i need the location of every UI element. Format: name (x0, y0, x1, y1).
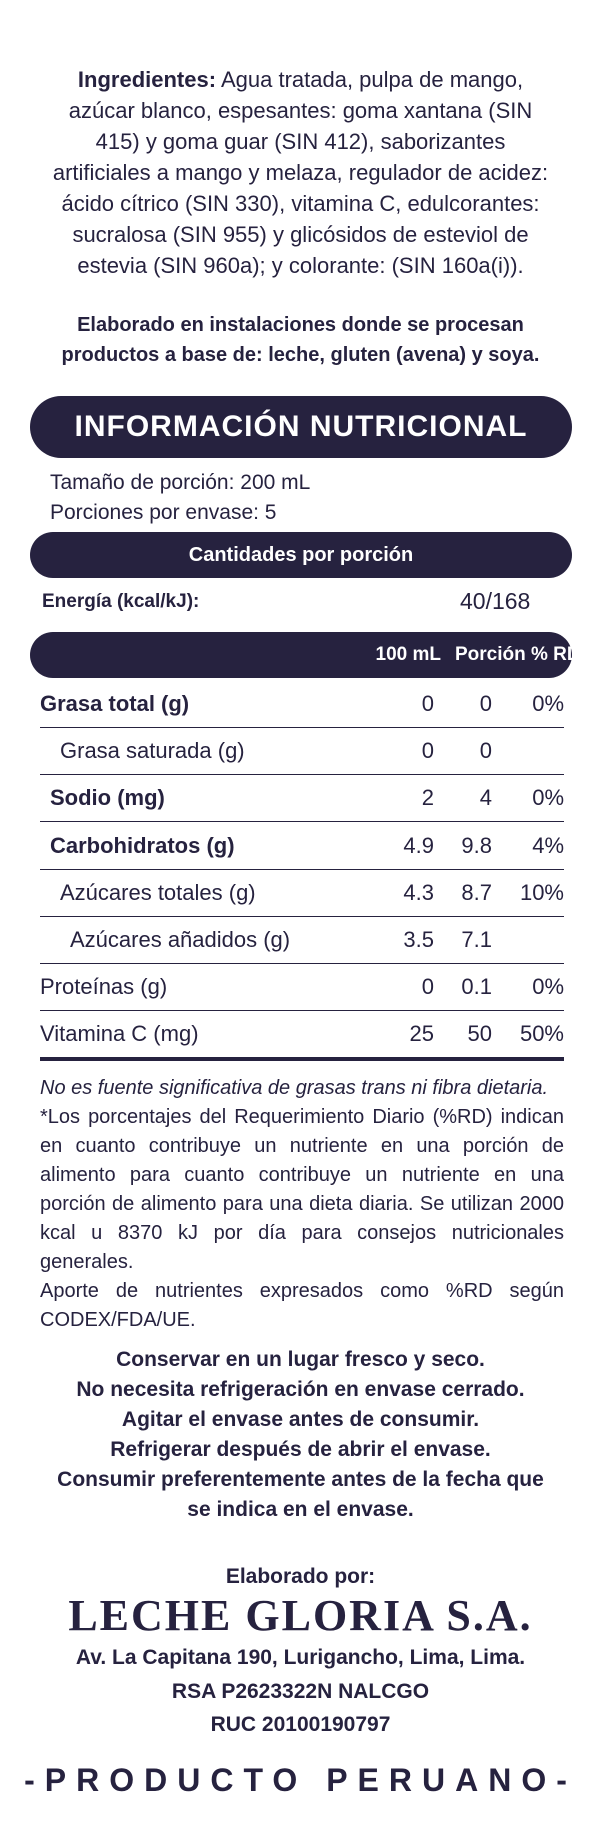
table-row (40, 775, 564, 821)
table-bottom-rule (40, 1057, 564, 1061)
row-value-portion: 7.1 (461, 927, 492, 952)
amounts-header-banner (30, 532, 572, 578)
row-label: Grasa total (g) (40, 691, 190, 716)
storage-line: Conservar en un lugar fresco y seco. (116, 1348, 485, 1371)
table-row (40, 870, 564, 916)
nutrition-title: INFORMACIÓN NUTRICIONAL (74, 410, 528, 443)
row-value-rd: 0% (532, 785, 564, 810)
product-origin: -PRODUCTO PERUANO- (24, 1762, 577, 1798)
row-divider (40, 821, 564, 822)
row-value-rd: 0% (532, 691, 564, 716)
row-value-portion: 50 (467, 1021, 492, 1046)
row-value-100ml: 0 (421, 738, 434, 763)
row-label: Vitamina C (mg) (40, 1021, 199, 1046)
storage-instructions (30, 1345, 571, 1525)
table-row (40, 681, 564, 727)
allergen-line-2: productos a base de: leche, gluten (avena) y soya. (61, 344, 540, 366)
row-label: Proteínas (g) (40, 974, 168, 999)
storage-line: No necesita refrigeración en envase cerrado. (76, 1378, 525, 1401)
row-value-rd: 10% (519, 880, 564, 905)
column-portion-rd: Porción % RD* (455, 644, 589, 665)
row-label: Sodio (mg) (50, 785, 165, 810)
table-row (40, 1011, 564, 1057)
allergen-warning (40, 310, 561, 370)
table-row (40, 728, 564, 774)
row-value-portion: 0 (479, 691, 492, 716)
energy-value: 40/168 (460, 588, 531, 614)
serving-size: Tamaño de porción: 200 mL (50, 471, 311, 494)
row-value-100ml: 2 (421, 785, 434, 810)
storage-line: Agitar el envase antes de consumir. (121, 1408, 480, 1431)
amounts-header: Cantidades por porción (188, 543, 414, 566)
energy-label: Energía (kcal/kJ): (42, 591, 200, 612)
row-value-100ml: 25 (409, 1021, 434, 1046)
row-value-100ml: 0 (421, 691, 434, 716)
table-row (40, 917, 564, 963)
row-value-portion: 8.7 (461, 880, 492, 905)
allergen-line-1: Elaborado en instalaciones donde se procesan (77, 314, 524, 336)
storage-line: Refrigerar después de abrir el envase. (110, 1438, 491, 1461)
ingredients-text (48, 64, 553, 281)
row-value-rd: 4% (532, 833, 564, 858)
row-value-100ml: 4.9 (403, 833, 434, 858)
source-note: Aporte de nutrientes expresados como %RD según CODEX/FDA/UE. (40, 1280, 564, 1331)
row-label: Azúcares totales (g) (60, 880, 256, 905)
column-100ml: 100 mL (375, 644, 441, 665)
row-value-rd: 50% (519, 1021, 564, 1046)
row-value-portion: 0.1 (461, 974, 492, 999)
row-label: Azúcares añadidos (g) (70, 927, 291, 952)
servings-per-container: Porciones por envase: 5 (50, 501, 277, 524)
storage-line: se indica en el envase. (187, 1498, 414, 1521)
table-row (40, 823, 564, 869)
table-row (40, 964, 564, 1010)
manufacturer-label: Elaborado por: (225, 1565, 376, 1588)
ingredients-label: Ingredientes: (77, 67, 217, 92)
manufacturer-rsa: RSA P2623322N NALCGO (171, 1680, 430, 1703)
row-value-portion: 0 (479, 738, 492, 763)
row-value-100ml: 0 (421, 974, 434, 999)
row-value-100ml: 3.5 (403, 927, 434, 952)
row-value-100ml: 4.3 (403, 880, 434, 905)
row-value-portion: 4 (479, 785, 492, 810)
row-label: Grasa saturada (g) (60, 738, 245, 763)
rd-note: *Los porcentajes del Requerimiento Diario (%RD) indican en cuanto contribuye un nutriente en una porción de alimento para cuanto contribuye un nutriente en una porción de alimento para una dieta diaria. Se utilizan 2000 kcal u 8370 kJ por día para consejos nutricionales generales. (40, 1106, 564, 1273)
manufacturer-name: LECHE GLORIA S.A. (68, 1591, 533, 1640)
storage-line: Consumir preferentemente antes de la fecha que (57, 1468, 544, 1491)
manufacturer-address: Av. La Capitana 190, Lurigancho, Lima, Lima. (75, 1646, 526, 1669)
manufacturer-ruc: RUC 20100190797 (210, 1713, 391, 1736)
row-label: Carbohidratos (g) (50, 833, 235, 858)
ingredients-list: Agua tratada, pulpa de mango, azúcar blanco, espesantes: goma xantana (SIN 415) y goma guar (SIN 412), saborizantes artificiales a mango y melaza, regulador de acidez: ácido cítrico (SIN 330), vitamina C, edulcorantes: sucralosa (SIN 955) y glicósidos de esteviol de estevia (SIN 960a); y colorante: (SIN 160a(i)). (52, 67, 549, 278)
nutrition-title-banner (30, 396, 572, 458)
nutrition-notes (40, 1074, 564, 1335)
row-value-portion: 9.8 (461, 833, 492, 858)
row-value-rd: 0% (532, 974, 564, 999)
table-header-banner (30, 632, 589, 678)
trans-fat-note: No es fuente significativa de grasas trans ni fibra dietaria. (40, 1077, 549, 1099)
